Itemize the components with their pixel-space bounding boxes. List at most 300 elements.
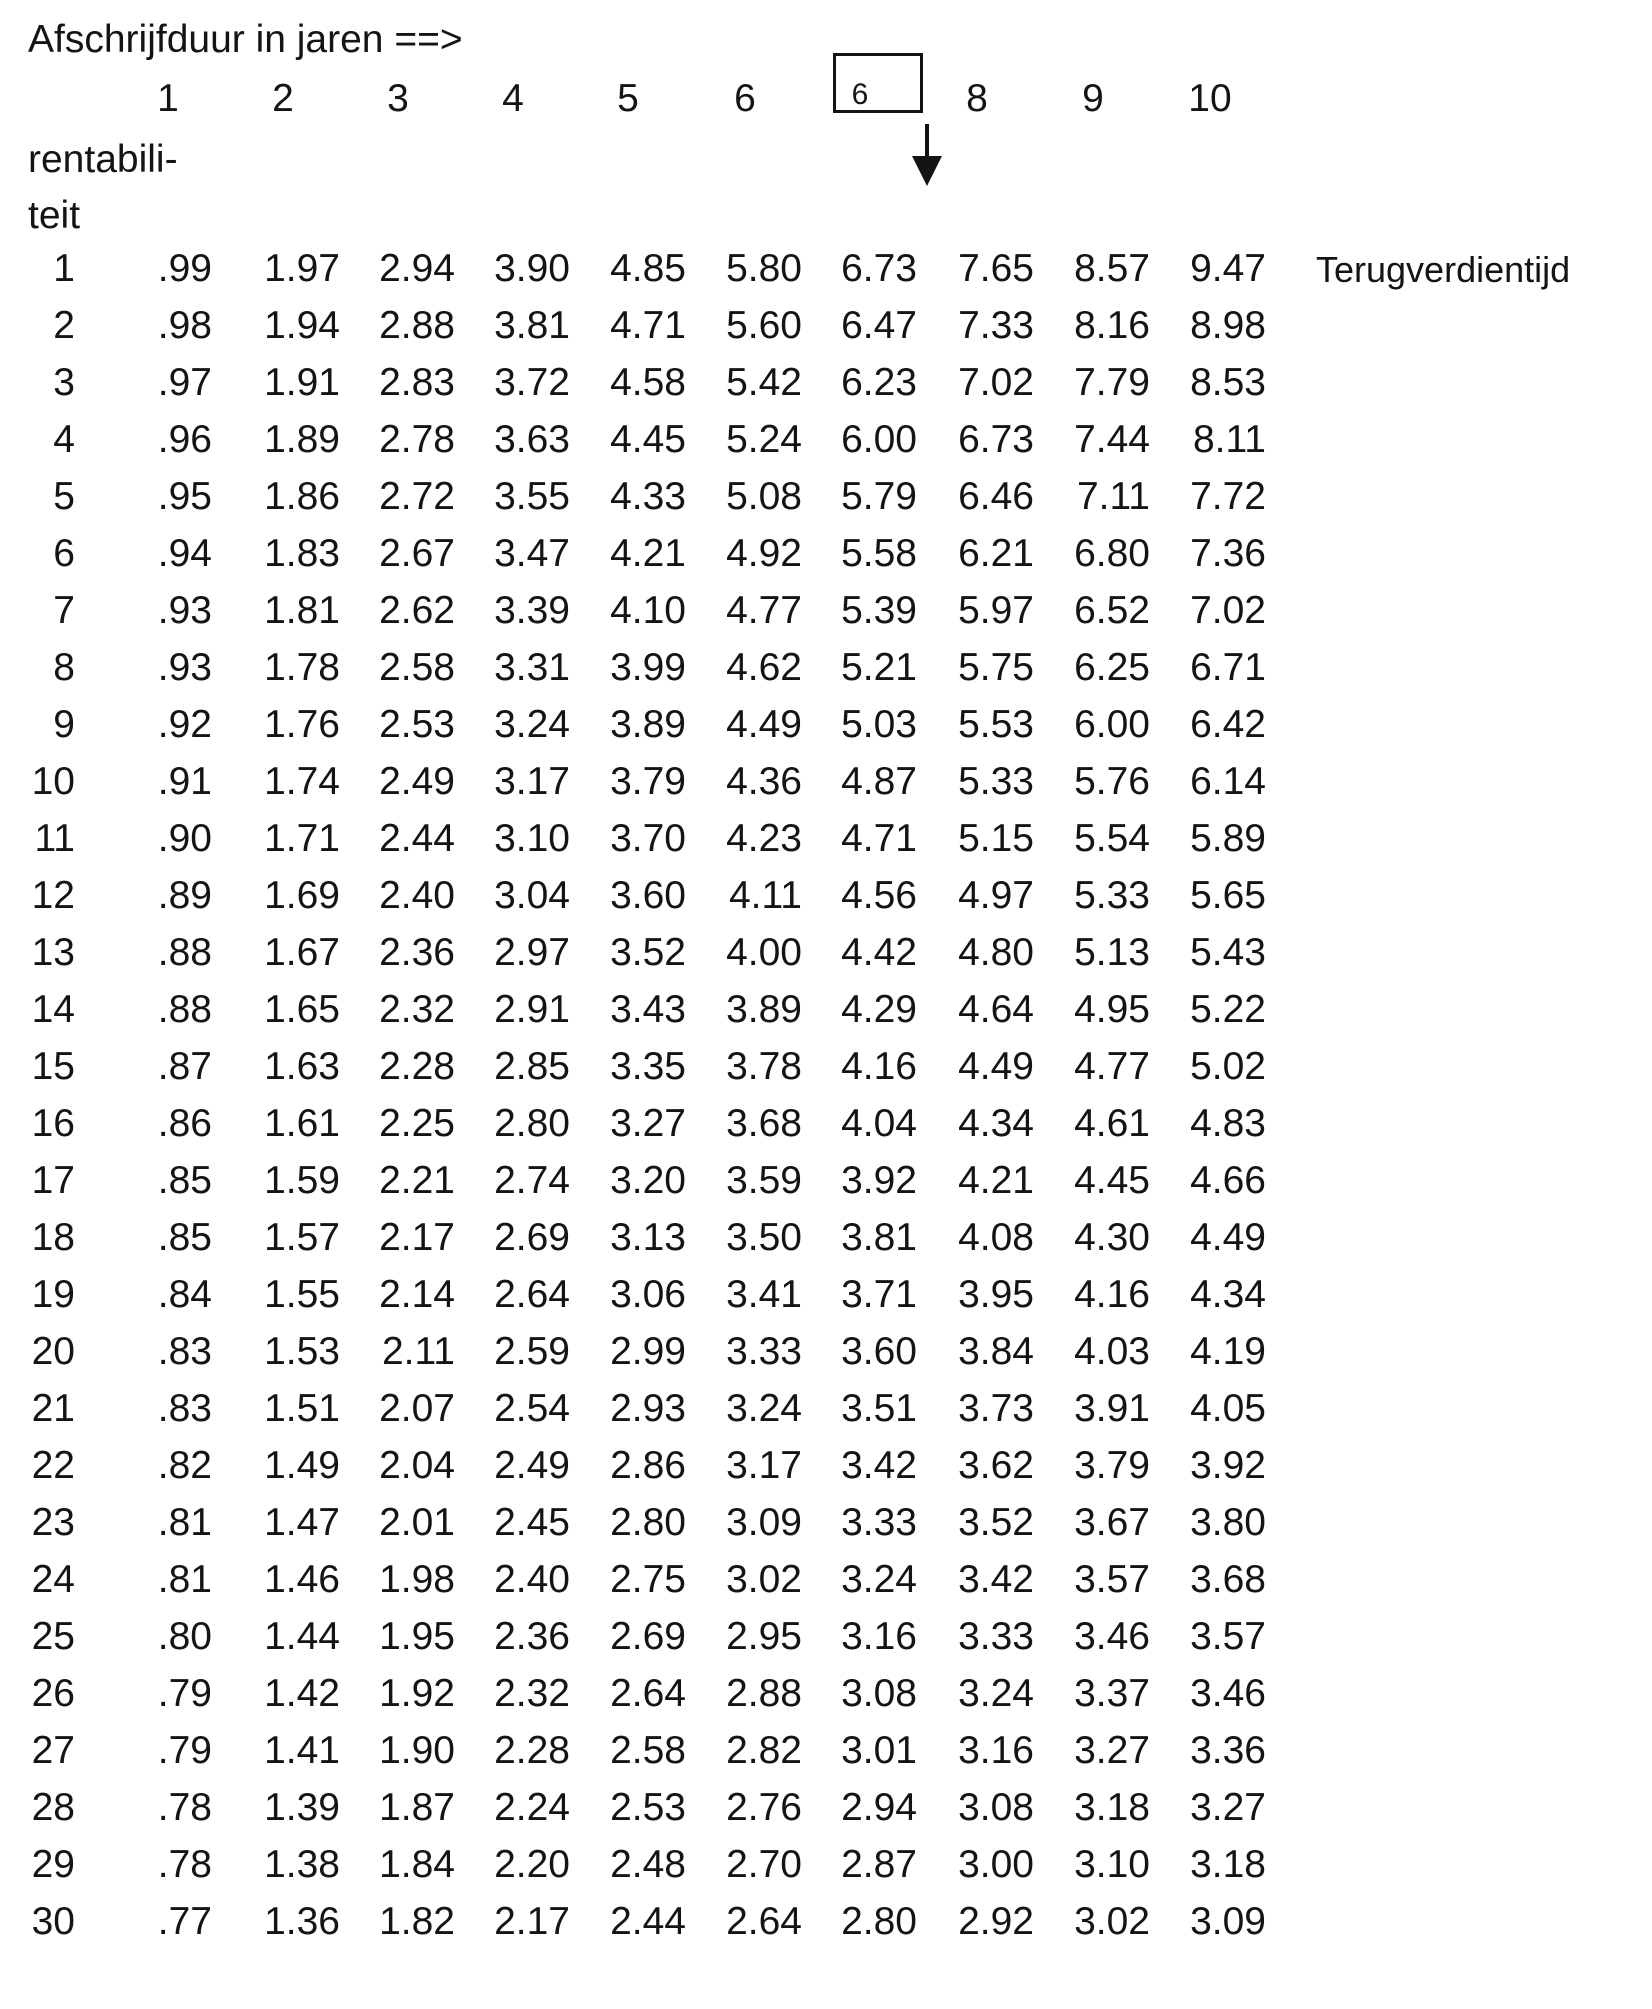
table-cell: 6.71	[1190, 646, 1266, 689]
table-cell: 3.10	[1074, 1843, 1150, 1886]
table-cell: .83	[157, 1387, 212, 1430]
table-row	[0, 1551, 1652, 1608]
table-cell: 5.22	[1190, 988, 1266, 1031]
table-cell: 4.33	[610, 475, 686, 518]
table-cell: 2.58	[610, 1729, 686, 1772]
row-label: 5	[53, 475, 75, 518]
table-cell: 5.89	[1190, 817, 1266, 860]
table-cell: 4.11	[728, 874, 802, 917]
table-cell: 2.88	[379, 304, 455, 347]
table-cell: 5.60	[726, 304, 802, 347]
table-cell: 3.51	[841, 1387, 917, 1430]
table-cell: 2.97	[494, 931, 570, 974]
table-cell: .93	[157, 646, 212, 689]
table-cell: 3.52	[610, 931, 686, 974]
row-label: 8	[53, 646, 75, 689]
table-cell: 6.00	[841, 418, 917, 461]
table-cell: 4.71	[610, 304, 686, 347]
table-cell: 1.82	[379, 1900, 455, 1943]
table-cell: 3.42	[958, 1558, 1034, 1601]
arrow-shaft	[925, 124, 929, 160]
table-cell: 2.36	[494, 1615, 570, 1658]
table-cell: .89	[157, 874, 212, 917]
table-cell: 3.71	[841, 1273, 917, 1316]
table-cell: 1.84	[379, 1843, 455, 1886]
table-cell: 3.10	[494, 817, 570, 860]
table-cell: 6.73	[958, 418, 1034, 461]
table-cell: 4.77	[726, 589, 802, 632]
table-cell: 5.42	[726, 361, 802, 404]
table-cell: 2.72	[379, 475, 455, 518]
year-header-9: 9	[1082, 77, 1104, 120]
table-cell: 8.16	[1074, 304, 1150, 347]
table-cell: 2.28	[379, 1045, 455, 1088]
table-row	[0, 981, 1652, 1038]
table-cell: 2.80	[494, 1102, 570, 1145]
table-cell: 2.94	[841, 1786, 917, 1829]
table-cell: 3.17	[494, 760, 570, 803]
table-cell: 4.66	[1190, 1159, 1266, 1202]
table-cell: 3.09	[1190, 1900, 1266, 1943]
table-cell: 4.45	[610, 418, 686, 461]
table-cell: 4.49	[958, 1045, 1034, 1088]
table-row	[0, 639, 1652, 696]
table-cell: 3.18	[1190, 1843, 1266, 1886]
table-row	[0, 867, 1652, 924]
table-cell: 3.06	[610, 1273, 686, 1316]
row-label: 29	[31, 1843, 75, 1886]
table-cell: 2.21	[379, 1159, 455, 1202]
table-cell: 3.62	[958, 1444, 1034, 1487]
table-cell: 5.79	[841, 475, 917, 518]
table-cell: .85	[157, 1159, 212, 1202]
table-cell: 5.33	[1074, 874, 1150, 917]
table-cell: 2.49	[494, 1444, 570, 1487]
table-row	[0, 1209, 1652, 1266]
table-cell: 1.38	[264, 1843, 340, 1886]
table-cell: 1.74	[264, 760, 340, 803]
row-label: 14	[31, 988, 75, 1031]
table-cell: 2.83	[379, 361, 455, 404]
table-cell: 8.57	[1074, 247, 1150, 290]
table-cell: 3.89	[726, 988, 802, 1031]
table-cell: 3.57	[1190, 1615, 1266, 1658]
table-cell: 5.15	[958, 817, 1034, 860]
table-cell: 4.64	[958, 988, 1034, 1031]
table-row	[0, 1722, 1652, 1779]
year-header-7: 6	[851, 78, 869, 111]
table-cell: 1.81	[264, 589, 340, 632]
table-cell: 3.95	[958, 1273, 1034, 1316]
table-cell: 5.13	[1074, 931, 1150, 974]
table-cell: .78	[157, 1843, 212, 1886]
year-header-3: 3	[387, 77, 409, 120]
table-cell: 3.47	[494, 532, 570, 575]
row-label: 22	[31, 1444, 75, 1487]
table-cell: 3.08	[958, 1786, 1034, 1829]
table-cell: 4.21	[958, 1159, 1034, 1202]
table-cell: 4.16	[1074, 1273, 1150, 1316]
table-row	[0, 582, 1652, 639]
table-cell: 2.48	[610, 1843, 686, 1886]
table-cell: 2.64	[726, 1900, 802, 1943]
table-row	[0, 1494, 1652, 1551]
table-cell: 8.11	[1192, 418, 1266, 461]
table-cell: 5.58	[841, 532, 917, 575]
table-cell: 1.39	[264, 1786, 340, 1829]
table-cell: 3.81	[841, 1216, 917, 1259]
table-cell: .88	[157, 988, 212, 1031]
table-row	[0, 240, 1652, 297]
table-cell: 4.95	[1074, 988, 1150, 1031]
table-cell: 1.69	[264, 874, 340, 917]
table-cell: 1.59	[264, 1159, 340, 1202]
table-cell: 2.53	[610, 1786, 686, 1829]
table-cell: 2.40	[379, 874, 455, 917]
table-cell: 4.49	[1190, 1216, 1266, 1259]
table-cell: 3.60	[610, 874, 686, 917]
table-cell: 2.78	[379, 418, 455, 461]
table-cell: 3.59	[726, 1159, 802, 1202]
table-cell: .81	[157, 1558, 212, 1601]
table-cell: 5.43	[1190, 931, 1266, 974]
table-cell: 5.02	[1190, 1045, 1266, 1088]
table-cell: 3.09	[726, 1501, 802, 1544]
table-cell: 3.18	[1074, 1786, 1150, 1829]
table-cell: 3.27	[1190, 1786, 1266, 1829]
table-cell: 1.67	[264, 931, 340, 974]
table-cell: .77	[157, 1900, 212, 1943]
table-cell: 2.93	[610, 1387, 686, 1430]
table-cell: 3.78	[726, 1045, 802, 1088]
table-cell: 3.80	[1190, 1501, 1266, 1544]
table-row	[0, 468, 1652, 525]
table-cell: 3.68	[1190, 1558, 1266, 1601]
table-cell: 1.57	[264, 1216, 340, 1259]
table-row	[0, 1893, 1652, 1950]
table-row	[0, 810, 1652, 867]
table-cell: 2.80	[841, 1900, 917, 1943]
table-cell: 1.63	[264, 1045, 340, 1088]
table-cell: 6.14	[1190, 760, 1266, 803]
table-cell: 5.08	[726, 475, 802, 518]
table-row	[0, 525, 1652, 582]
table-cell: 1.97	[264, 247, 340, 290]
table-cell: 2.64	[610, 1672, 686, 1715]
table-cell: 2.91	[494, 988, 570, 1031]
table-cell: 3.24	[494, 703, 570, 746]
table-cell: 3.35	[610, 1045, 686, 1088]
table-cell: 5.80	[726, 247, 802, 290]
row-label: 21	[31, 1387, 75, 1430]
table-cell: .94	[157, 532, 212, 575]
table-cell: 3.79	[1074, 1444, 1150, 1487]
table-cell: 4.58	[610, 361, 686, 404]
table-cell: 3.43	[610, 988, 686, 1031]
table-cell: 4.16	[841, 1045, 917, 1088]
table-cell: 1.91	[264, 361, 340, 404]
table-cell: 7.36	[1190, 532, 1266, 575]
row-label: 9	[53, 703, 75, 746]
table-cell: 1.44	[264, 1615, 340, 1658]
table-cell: 4.83	[1190, 1102, 1266, 1145]
table-cell: .96	[157, 418, 212, 461]
table-row	[0, 753, 1652, 810]
table-cell: 3.68	[726, 1102, 802, 1145]
table-cell: 3.36	[1190, 1729, 1266, 1772]
table-cell: 3.27	[610, 1102, 686, 1145]
table-cell: 1.76	[264, 703, 340, 746]
row-label: 2	[53, 304, 75, 347]
table-cell: 1.53	[264, 1330, 340, 1373]
table-cell: 3.24	[726, 1387, 802, 1430]
table-cell: 8.98	[1190, 304, 1266, 347]
table-cell: 5.65	[1190, 874, 1266, 917]
table-cell: 3.42	[841, 1444, 917, 1487]
table-cell: 7.65	[958, 247, 1034, 290]
row-label: 3	[53, 361, 75, 404]
table-cell: 5.39	[841, 589, 917, 632]
table-cell: .91	[157, 760, 212, 803]
table-cell: 2.17	[379, 1216, 455, 1259]
table-cell: .85	[157, 1216, 212, 1259]
table-cell: 1.95	[379, 1615, 455, 1658]
table-cell: 4.34	[958, 1102, 1034, 1145]
table-cell: 3.92	[841, 1159, 917, 1202]
table-cell: 2.14	[379, 1273, 455, 1316]
table-title: Afschrijfduur in jaren ==>	[28, 18, 463, 61]
table-cell: 3.24	[841, 1558, 917, 1601]
down-arrow-icon	[912, 156, 942, 186]
table-cell: 1.92	[379, 1672, 455, 1715]
row-label: 18	[31, 1216, 75, 1259]
table-cell: 2.86	[610, 1444, 686, 1487]
table-cell: 2.62	[379, 589, 455, 632]
table-cell: 2.95	[726, 1615, 802, 1658]
row-label: 25	[31, 1615, 75, 1658]
table-row	[0, 1380, 1652, 1437]
table-cell: 4.30	[1074, 1216, 1150, 1259]
table-cell: 3.33	[841, 1501, 917, 1544]
table-cell: 5.54	[1074, 817, 1150, 860]
row-label: 16	[31, 1102, 75, 1145]
table-cell: .99	[157, 247, 212, 290]
table-cell: 3.00	[958, 1843, 1034, 1886]
row-label: 13	[31, 931, 75, 974]
table-cell: 1.61	[264, 1102, 340, 1145]
table-row	[0, 297, 1652, 354]
table-cell: 2.74	[494, 1159, 570, 1202]
year-header-6: 6	[734, 77, 756, 120]
table-cell: 4.21	[610, 532, 686, 575]
table-cell: 5.21	[841, 646, 917, 689]
table-cell: 3.13	[610, 1216, 686, 1259]
table-row	[0, 1038, 1652, 1095]
table-cell: 9.47	[1190, 247, 1266, 290]
table-cell: 7.33	[958, 304, 1034, 347]
table-cell: .90	[157, 817, 212, 860]
row-label: 12	[31, 874, 75, 917]
table-cell: 4.62	[726, 646, 802, 689]
table-cell: 2.59	[494, 1330, 570, 1373]
table-cell: 2.24	[494, 1786, 570, 1829]
table-cell: 3.31	[494, 646, 570, 689]
table-cell: 2.07	[379, 1387, 455, 1430]
table-cell: 2.32	[494, 1672, 570, 1715]
row-axis-label: rentabili- teit	[28, 138, 178, 237]
table-row	[0, 1152, 1652, 1209]
year-header-8: 8	[966, 77, 988, 120]
row-label: 7	[53, 589, 75, 632]
table-cell: 2.75	[610, 1558, 686, 1601]
table-cell: 8.53	[1190, 361, 1266, 404]
table-cell: 2.49	[379, 760, 455, 803]
table-cell: .98	[157, 304, 212, 347]
table-cell: 1.55	[264, 1273, 340, 1316]
table-cell: 3.50	[726, 1216, 802, 1259]
year-header-2: 2	[272, 77, 294, 120]
table-cell: 3.16	[841, 1615, 917, 1658]
table-cell: 3.73	[958, 1387, 1034, 1430]
table-cell: 3.46	[1190, 1672, 1266, 1715]
table-cell: .82	[157, 1444, 212, 1487]
table-row	[0, 1437, 1652, 1494]
row-label: 15	[31, 1045, 75, 1088]
table-cell: 2.99	[610, 1330, 686, 1373]
table-row	[0, 1266, 1652, 1323]
table-cell: 3.79	[610, 760, 686, 803]
row-label: 24	[31, 1558, 75, 1601]
table-cell: .95	[157, 475, 212, 518]
table-row	[0, 1836, 1652, 1893]
table-cell: 3.52	[958, 1501, 1034, 1544]
row-label: 23	[31, 1501, 75, 1544]
table-cell: 2.76	[726, 1786, 802, 1829]
table-cell: 4.23	[726, 817, 802, 860]
table-cell: .88	[157, 931, 212, 974]
table-cell: 6.23	[841, 361, 917, 404]
table-cell: 2.87	[841, 1843, 917, 1886]
table-cell: 6.46	[958, 475, 1034, 518]
table-cell: 1.86	[264, 475, 340, 518]
table-cell: 3.89	[610, 703, 686, 746]
table-row	[0, 1095, 1652, 1152]
table-cell: 4.97	[958, 874, 1034, 917]
table-cell: 6.52	[1074, 589, 1150, 632]
table-cell: 5.24	[726, 418, 802, 461]
row-label: 20	[31, 1330, 75, 1373]
table-cell: .84	[157, 1273, 212, 1316]
table-cell: 2.80	[610, 1501, 686, 1544]
table-cell: 6.73	[841, 247, 917, 290]
table-cell: 2.58	[379, 646, 455, 689]
table-cell: 2.69	[610, 1615, 686, 1658]
table-cell: 4.36	[726, 760, 802, 803]
table-cell: 1.98	[379, 1558, 455, 1601]
table-cell: 2.82	[726, 1729, 802, 1772]
table-cell: 3.27	[1074, 1729, 1150, 1772]
table-cell: 7.02	[1190, 589, 1266, 632]
table-cell: 2.85	[494, 1045, 570, 1088]
table-cell: 4.61	[1074, 1102, 1150, 1145]
table-cell: 5.97	[958, 589, 1034, 632]
table-cell: 3.02	[726, 1558, 802, 1601]
table-cell: 1.46	[264, 1558, 340, 1601]
table-row	[0, 1608, 1652, 1665]
table-cell: .92	[157, 703, 212, 746]
table-cell: 7.44	[1074, 418, 1150, 461]
table-cell: 3.81	[494, 304, 570, 347]
table-cell: 4.80	[958, 931, 1034, 974]
table-cell: 1.83	[264, 532, 340, 575]
table-cell: 4.71	[841, 817, 917, 860]
table-cell: 3.33	[726, 1330, 802, 1373]
table-cell: 2.25	[379, 1102, 455, 1145]
table-cell: .86	[157, 1102, 212, 1145]
table-cell: 4.29	[841, 988, 917, 1031]
table-cell: 3.90	[494, 247, 570, 290]
data-table	[0, 240, 1652, 1950]
table-cell: 1.94	[264, 304, 340, 347]
year-header-5: 5	[617, 77, 639, 120]
table-row	[0, 696, 1652, 753]
years-header-row	[0, 74, 1652, 124]
table-cell: 2.67	[379, 532, 455, 575]
table-cell: 1.36	[264, 1900, 340, 1943]
row-label: 4	[53, 418, 75, 461]
table-cell: 2.70	[726, 1843, 802, 1886]
table-cell: 4.87	[841, 760, 917, 803]
table-cell: 1.65	[264, 988, 340, 1031]
table-cell: 2.20	[494, 1843, 570, 1886]
table-cell: 7.72	[1190, 475, 1266, 518]
highlight-box	[833, 53, 923, 113]
row-label: 26	[31, 1672, 75, 1715]
table-cell: 4.49	[726, 703, 802, 746]
table-row	[0, 354, 1652, 411]
side-label: Terugverdientijd	[1316, 249, 1571, 290]
table-cell: 3.39	[494, 589, 570, 632]
table-cell: 4.42	[841, 931, 917, 974]
table-cell: 4.92	[726, 532, 802, 575]
table-cell: 6.80	[1074, 532, 1150, 575]
table-cell: 5.33	[958, 760, 1034, 803]
table-row	[0, 1323, 1652, 1380]
row-label: 11	[34, 817, 75, 860]
table-cell: 3.92	[1190, 1444, 1266, 1487]
table-cell: 2.17	[494, 1900, 570, 1943]
table-cell: 3.57	[1074, 1558, 1150, 1601]
table-cell: 3.67	[1074, 1501, 1150, 1544]
table-cell: .97	[157, 361, 212, 404]
year-header-1: 1	[157, 77, 179, 120]
table-cell: 3.91	[1074, 1387, 1150, 1430]
table-row	[0, 924, 1652, 981]
table-row	[0, 1779, 1652, 1836]
table-cell: 3.41	[726, 1273, 802, 1316]
table-cell: 5.53	[958, 703, 1034, 746]
table-cell: 4.77	[1074, 1045, 1150, 1088]
table-cell: 5.76	[1074, 760, 1150, 803]
table-cell: 2.64	[494, 1273, 570, 1316]
table-cell: 4.03	[1074, 1330, 1150, 1373]
table-cell: 2.32	[379, 988, 455, 1031]
table-cell: 3.17	[726, 1444, 802, 1487]
table-cell: 3.01	[841, 1729, 917, 1772]
table-cell: 3.60	[841, 1330, 917, 1373]
table-cell: 6.42	[1190, 703, 1266, 746]
table-cell: 1.87	[379, 1786, 455, 1829]
